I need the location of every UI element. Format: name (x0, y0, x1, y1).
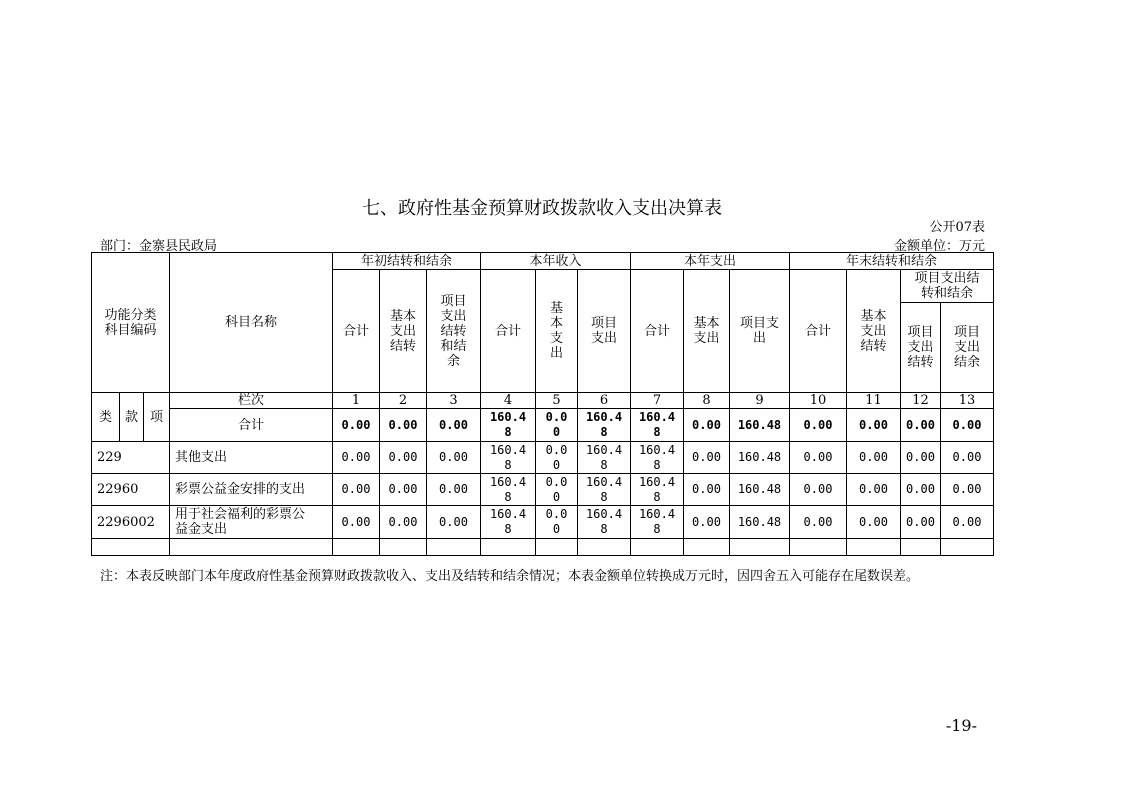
row-cell: 160.4 8 (578, 474, 631, 506)
col-num: 10 (790, 393, 847, 409)
row-code: 2296002 (92, 506, 170, 539)
header-func-code: 功能分类 科目编码 (92, 253, 170, 393)
row-cell: 0.00 (847, 506, 901, 539)
col-num: 7 (631, 393, 684, 409)
row-cell: 0.0 0 (536, 474, 578, 506)
col-num: 6 (578, 393, 631, 409)
total-cell: 160.4 8 (578, 409, 631, 442)
budget-table (91, 252, 994, 556)
col-num: 12 (901, 393, 941, 409)
row-cell: 0.00 (901, 506, 941, 539)
header-basic-carry: 基本 支出 结转 (380, 270, 427, 393)
col-num: 11 (847, 393, 901, 409)
header-subject-name: 科目名称 (170, 253, 333, 393)
row-cell: 160.48 (730, 506, 790, 539)
header-basic-expense: 基 本 支 出 (536, 270, 578, 393)
col-num: 1 (333, 393, 380, 409)
row-cell: 160.48 (730, 442, 790, 474)
total-cell: 0.00 (380, 409, 427, 442)
col-num: 2 (380, 393, 427, 409)
row-cell: 160.4 8 (481, 506, 536, 539)
header-project-carry-balance: 项目 支出 结转 和结 余 (427, 270, 481, 393)
total-cell: 0.00 (427, 409, 481, 442)
row-cell: 0.00 (380, 442, 427, 474)
row-cell: 0.00 (427, 474, 481, 506)
header-total: 合计 (333, 270, 380, 393)
col-num: 5 (536, 393, 578, 409)
total-cell: 160.4 8 (481, 409, 536, 442)
header-project-carry-balance-end: 项目支出结 转和结余 (901, 270, 994, 303)
row-cell: 0.00 (941, 474, 994, 506)
row-code: 229 (92, 442, 170, 474)
row-cell: 160.4 8 (631, 474, 684, 506)
page-title: 七、政府性基金预算财政拨款收入支出决算表 (362, 198, 722, 219)
col-num: 13 (941, 393, 994, 409)
row-cell: 0.00 (790, 474, 847, 506)
row-cell: 160.4 8 (631, 506, 684, 539)
department-label: 部门：金寨县民政局 (100, 239, 218, 254)
form-id: 公开07表 (929, 220, 985, 235)
col-num: 9 (730, 393, 790, 409)
row-cell: 0.00 (380, 474, 427, 506)
row-cell: 0.00 (847, 474, 901, 506)
header-total: 合计 (790, 270, 847, 393)
header-row-index: 栏次 (170, 393, 333, 409)
row-cell: 0.00 (790, 506, 847, 539)
col-num: 3 (427, 393, 481, 409)
row-cell: 0.00 (901, 442, 941, 474)
row-name: 彩票公益金安排的支出 (170, 474, 333, 506)
total-cell: 0.00 (941, 409, 994, 442)
header-basic-expense: 基本 支出 (684, 270, 730, 393)
row-cell: 0.00 (941, 442, 994, 474)
header-group-income: 本年收入 (481, 253, 631, 270)
row-cell: 160.4 8 (481, 474, 536, 506)
total-cell: 0.00 (684, 409, 730, 442)
header-project-carry: 项目 支出 结转 (901, 303, 941, 393)
total-cell: 0.00 (790, 409, 847, 442)
row-cell: 0.00 (380, 506, 427, 539)
row-cell: 0.00 (684, 506, 730, 539)
total-cell: 160.48 (730, 409, 790, 442)
col-num: 4 (481, 393, 536, 409)
header-project-balance: 项目 支出 结余 (941, 303, 994, 393)
header-group-end: 年末结转和结余 (790, 253, 994, 270)
col-num: 8 (684, 393, 730, 409)
header-basic-carry-end: 基本 支出 结转 (847, 270, 901, 393)
row-cell: 0.00 (427, 442, 481, 474)
row-cell: 0.00 (901, 474, 941, 506)
row-cell: 0.0 0 (536, 442, 578, 474)
header-project-expense: 项目 支出 (578, 270, 631, 393)
row-cell: 0.00 (941, 506, 994, 539)
unit-label: 金额单位：万元 (893, 239, 985, 254)
row-cell: 160.4 8 (578, 442, 631, 474)
row-cell: 160.4 8 (631, 442, 684, 474)
row-cell: 0.00 (684, 474, 730, 506)
total-cell: 0.00 (847, 409, 901, 442)
row-cell: 160.48 (730, 474, 790, 506)
total-cell: 0.00 (901, 409, 941, 442)
table-row (92, 506, 994, 539)
row-cell: 0.00 (847, 442, 901, 474)
row-cell: 0.00 (333, 474, 380, 506)
header-group-begin: 年初结转和结余 (333, 253, 481, 270)
total-label: 合计 (170, 409, 333, 442)
header-group-expense: 本年支出 (631, 253, 790, 270)
empty-row (92, 539, 994, 556)
page-number: -19- (945, 716, 977, 735)
total-cell: 0.00 (333, 409, 380, 442)
header-total: 合计 (631, 270, 684, 393)
row-name: 用于社会福利的彩票公 益金支出 (170, 506, 333, 539)
footnote: 注：本表反映部门本年度政府性基金预算财政拨款收入、支出及结转和结余情况；本表金额单位转换成万元时，因四舍五入可能存在尾数误差。 (100, 569, 920, 584)
row-cell: 0.00 (333, 442, 380, 474)
header-project-expense: 项目支 出 (730, 270, 790, 393)
total-cell: 160.4 8 (631, 409, 684, 442)
row-cell: 0.00 (684, 442, 730, 474)
row-code: 22960 (92, 474, 170, 506)
header-item: 项 (144, 393, 170, 442)
total-cell: 0.0 0 (536, 409, 578, 442)
header-class: 类 (92, 393, 120, 442)
table-row (92, 474, 994, 506)
row-cell: 160.4 8 (481, 442, 536, 474)
row-cell: 0.0 0 (536, 506, 578, 539)
row-cell: 0.00 (333, 506, 380, 539)
row-cell: 0.00 (790, 442, 847, 474)
row-cell: 160.4 8 (578, 506, 631, 539)
total-row (92, 409, 994, 442)
row-name: 其他支出 (170, 442, 333, 474)
table-row (92, 442, 994, 474)
header-section: 款 (120, 393, 144, 442)
row-cell: 0.00 (427, 506, 481, 539)
header-total: 合计 (481, 270, 536, 393)
